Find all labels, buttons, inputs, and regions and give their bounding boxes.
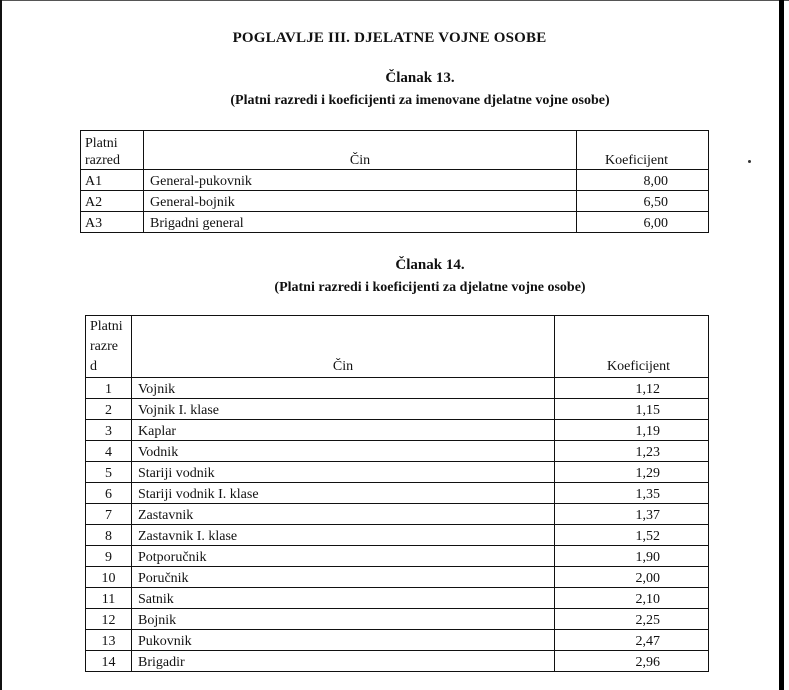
page-left-border xyxy=(0,0,2,690)
rank-cell: Kaplar xyxy=(132,420,555,441)
article-14-heading xyxy=(130,257,730,296)
article-13-table xyxy=(80,130,709,233)
table-row xyxy=(81,191,709,212)
coefficient-cell: 2,25 xyxy=(555,609,709,630)
grade-cell: 13 xyxy=(86,630,132,651)
header-coefficient: Koeficijent xyxy=(555,316,709,378)
coefficient-cell: 1,23 xyxy=(555,441,709,462)
table-row xyxy=(86,546,709,567)
rank-cell: Potporučnik xyxy=(132,546,555,567)
grade-cell: 5 xyxy=(86,462,132,483)
article-13-number: Članak 13. xyxy=(385,70,455,86)
table-row xyxy=(86,378,709,399)
table-row xyxy=(86,462,709,483)
coefficient-cell: 2,96 xyxy=(555,651,709,672)
coefficient-cell: 1,29 xyxy=(555,462,709,483)
rank-cell: Bojnik xyxy=(132,609,555,630)
grade-cell: 10 xyxy=(86,567,132,588)
chapter-title: POGLAVLJE III. DJELATNE VOJNE OSOBE xyxy=(232,30,547,46)
article-14-number: Članak 14. xyxy=(395,257,465,273)
rank-cell: Brigadir xyxy=(132,651,555,672)
grade-cell: 7 xyxy=(86,504,132,525)
header-rank: Čin xyxy=(144,131,577,170)
table-header-row xyxy=(81,131,709,170)
rank-cell: Vojnik xyxy=(132,378,555,399)
article-13-heading xyxy=(60,70,780,109)
table-row xyxy=(86,399,709,420)
rank-cell: Satnik xyxy=(132,588,555,609)
grade-cell: 4 xyxy=(86,441,132,462)
rank-cell: Stariji vodnik I. klase xyxy=(132,483,555,504)
grade-cell: 12 xyxy=(86,609,132,630)
coefficient-cell: 6,00 xyxy=(577,212,709,233)
rank-cell: Pukovnik xyxy=(132,630,555,651)
grade-cell: 3 xyxy=(86,420,132,441)
rank-cell: General-bojnik xyxy=(144,191,577,212)
table-row xyxy=(86,441,709,462)
grade-cell: 2 xyxy=(86,399,132,420)
grade-cell: A2 xyxy=(81,191,144,212)
grade-cell: A1 xyxy=(81,170,144,191)
grade-cell: 1 xyxy=(86,378,132,399)
coefficient-cell: 1,19 xyxy=(555,420,709,441)
table-row xyxy=(86,588,709,609)
table-row xyxy=(81,170,709,191)
table-header-row xyxy=(86,316,709,378)
coefficient-cell: 2,10 xyxy=(555,588,709,609)
table-row xyxy=(86,504,709,525)
coefficient-cell: 2,00 xyxy=(555,567,709,588)
coefficient-cell: 1,15 xyxy=(555,399,709,420)
scan-speck xyxy=(748,160,751,163)
table-row xyxy=(86,651,709,672)
table-row xyxy=(86,525,709,546)
article-13-subtitle: (Platni razredi i koeficijenti za imenovane djelatne vojne osobe) xyxy=(230,93,610,108)
rank-cell: Stariji vodnik xyxy=(132,462,555,483)
table-row xyxy=(86,483,709,504)
article-14-subtitle: (Platni razredi i koeficijenti za djelatne vojne osobe) xyxy=(274,280,586,295)
grade-cell: 8 xyxy=(86,525,132,546)
rank-cell: Vojnik I. klase xyxy=(132,399,555,420)
grade-cell: 11 xyxy=(86,588,132,609)
coefficient-cell: 1,52 xyxy=(555,525,709,546)
rank-cell: Vodnik xyxy=(132,441,555,462)
table-row xyxy=(86,609,709,630)
coefficient-cell: 1,35 xyxy=(555,483,709,504)
coefficient-cell: 1,37 xyxy=(555,504,709,525)
header-rank: Čin xyxy=(132,316,555,378)
table-row xyxy=(86,630,709,651)
rank-cell: Zastavnik I. klase xyxy=(132,525,555,546)
header-grade: Platni razre d xyxy=(86,316,132,378)
grade-cell: 9 xyxy=(86,546,132,567)
rank-cell: Zastavnik xyxy=(132,504,555,525)
coefficient-cell: 1,90 xyxy=(555,546,709,567)
coefficient-cell: 2,47 xyxy=(555,630,709,651)
article-14-table xyxy=(85,315,709,672)
header-coefficient: Koeficijent xyxy=(577,131,709,170)
coefficient-cell: 6,50 xyxy=(577,191,709,212)
grade-cell: 6 xyxy=(86,483,132,504)
table-row xyxy=(81,212,709,233)
table-row xyxy=(86,420,709,441)
header-grade: Platni razred xyxy=(81,131,144,170)
grade-cell: 14 xyxy=(86,651,132,672)
rank-cell: Poručnik xyxy=(132,567,555,588)
rank-cell: Brigadni general xyxy=(144,212,577,233)
grade-cell: A3 xyxy=(81,212,144,233)
page-top-border xyxy=(0,0,789,1)
rank-cell: General-pukovnik xyxy=(144,170,577,191)
coefficient-cell: 1,12 xyxy=(555,378,709,399)
coefficient-cell: 8,00 xyxy=(577,170,709,191)
table-row xyxy=(86,567,709,588)
